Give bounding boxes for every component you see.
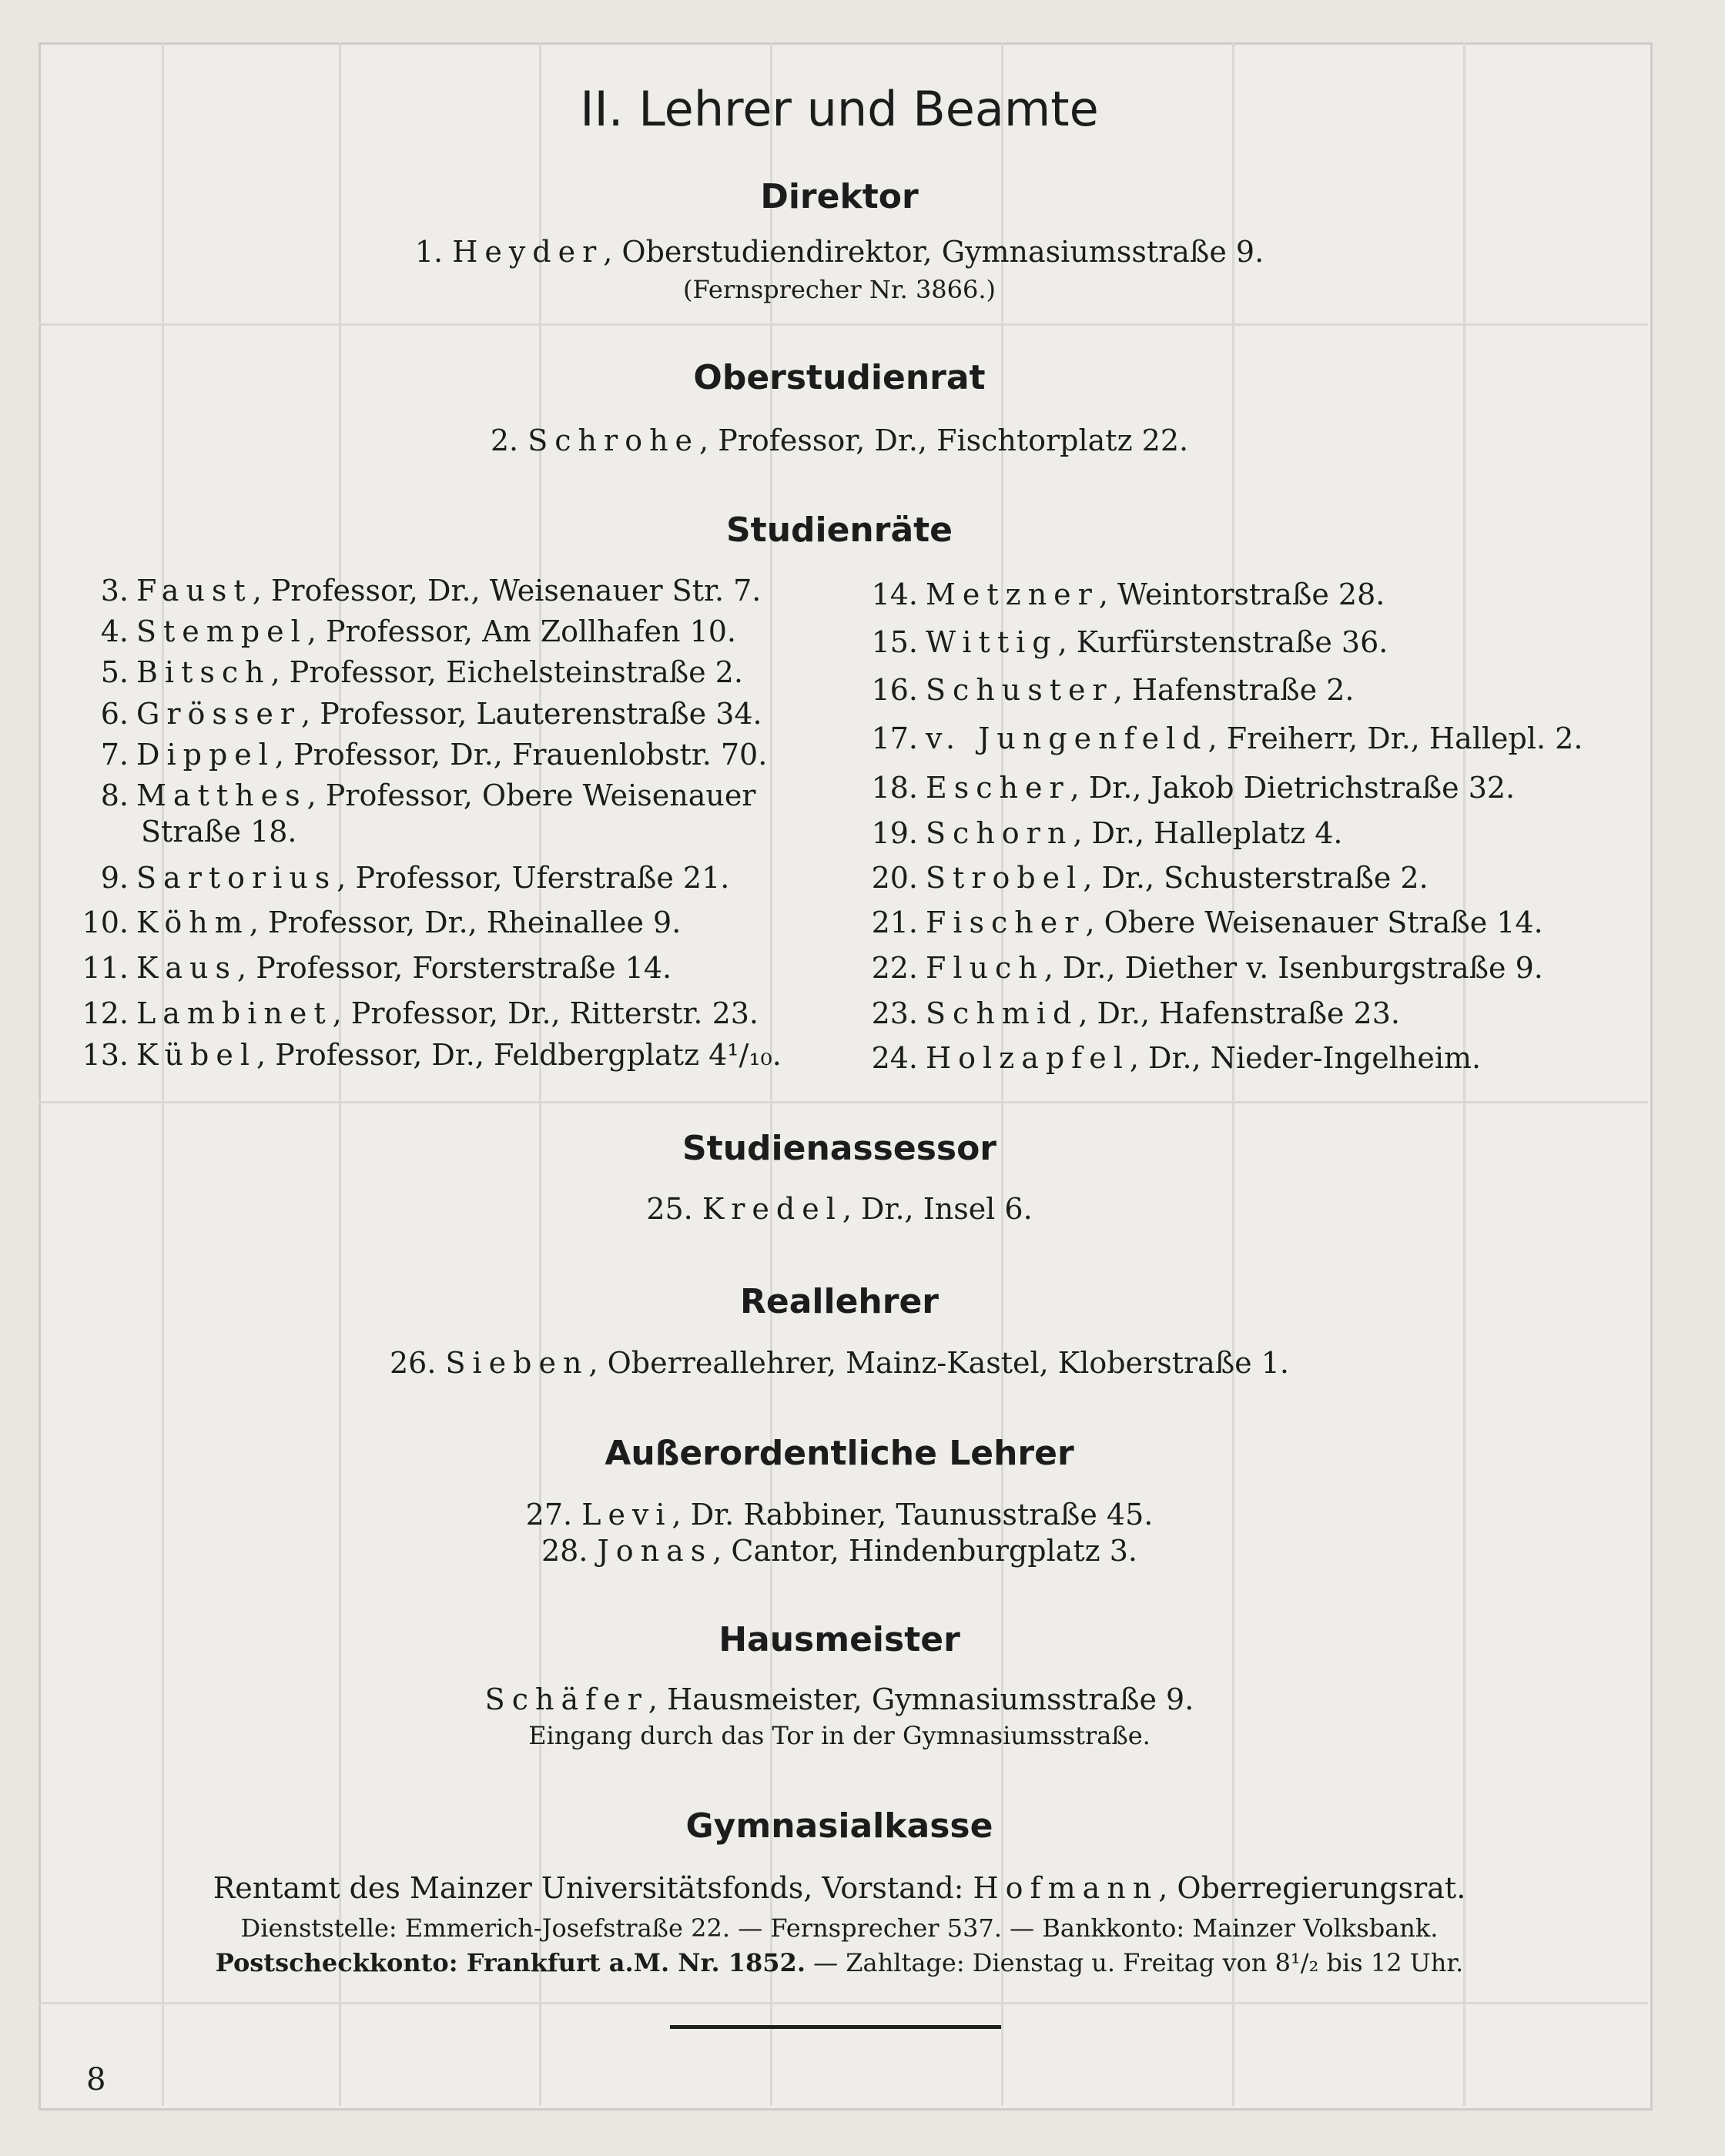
list-item: 6. Grösser, Professor, Lauterenstraße 34. (100, 697, 762, 731)
entry-name: Schäfer (484, 1682, 648, 1716)
list-item: 21. Fischer, Obere Weisenauer Straße 14. (871, 906, 1543, 939)
list-item: 14. Metzner, Weintorstraße 28. (871, 578, 1385, 611)
hausmeister-entry (0, 1682, 1679, 1716)
section-heading-direktor: Direktor (760, 177, 919, 216)
direktor-entry (0, 235, 1679, 269)
gymnasialkasse-line-2: Dienststelle: Emmerich-Josefstraße 22. — Fernsprecher 537. — Bankkonto: Mainzer Volksbank. (240, 1913, 1439, 1943)
list-item: 22. Fluch, Dr., Diether v. Isenburgstraße 9. (871, 951, 1543, 985)
entry-name: Heyder (452, 235, 604, 269)
entry-number: 1. (414, 235, 444, 269)
page-title: II. Lehrer und Beamte (580, 81, 1099, 137)
page-number: 8 (86, 2062, 106, 2097)
section-heading-reallehrer: Reallehrer (740, 1282, 939, 1321)
oberstudienrat-entry (0, 424, 1679, 457)
list-item: 3. Faust, Professor, Dr., Weisenauer Str. 7. (100, 574, 762, 608)
entry-name: Schrohe (528, 424, 700, 457)
gymnasialkasse-line-3: Postscheckkonto: Frankfurt a.M. Nr. 1852. — Zahltage: Dienstag u. Freitag von 8¹/₂ bis 12 Uhr. (215, 1948, 1464, 1977)
list-item: 11. Kaus, Professor, Forsterstraße 14. (82, 951, 672, 985)
list-item: 15. Wittig, Kurfürstenstraße 36. (871, 625, 1388, 659)
entry-number: 25. (646, 1192, 693, 1226)
entry-details: , Hausmeister, Gymnasiumsstraße 9. (648, 1682, 1194, 1716)
entry-details: , Dr., Insel 6. (842, 1192, 1033, 1226)
entry-name: Kredel (702, 1192, 842, 1226)
entry-details: , Oberstudiendirektor, Gymnasiumsstraße 9. (603, 235, 1264, 269)
section-heading-studienassessor: Studienassessor (682, 1129, 996, 1168)
list-item: 28. Jonas, Cantor, Hindenburgplatz 3. (541, 1534, 1138, 1568)
list-item: 5. Bitsch, Professor, Eichelsteinstraße 2. (100, 655, 743, 689)
list-item: 9. Sartorius, Professor, Uferstraße 21. (100, 861, 730, 895)
list-item: 27. Levi, Dr. Rabbiner, Taunusstraße 45. (525, 1498, 1154, 1532)
list-item: 4. Stempel, Professor, Am Zollhafen 10. (100, 614, 736, 648)
section-heading-hausmeister: Hausmeister (718, 1620, 960, 1659)
section-heading-gymnasialkasse: Gymnasialkasse (685, 1806, 993, 1846)
section-heading-studienraete: Studienräte (725, 511, 953, 550)
list-item: 10. Köhm, Professor, Dr., Rheinallee 9. (82, 906, 682, 939)
list-item: 17. v. Jungenfeld, Freiherr, Dr., Hallepl. 2. (871, 721, 1583, 755)
list-item: 12. Lambinet, Professor, Dr., Ritterstr. 23. (82, 996, 759, 1030)
list-item: 18. Escher, Dr., Jakob Dietrichstraße 32. (871, 771, 1516, 805)
list-item: 8. Matthes, Professor, Obere Weisenauer (100, 778, 756, 812)
entry-number: 2. (490, 424, 519, 457)
hausmeister-note: Eingang durch das Tor in der Gymnasiumsstraße. (528, 1721, 1151, 1750)
list-item: 16. Schuster, Hafenstraße 2. (871, 673, 1355, 707)
entry-details: , Professor, Dr., Fischtorplatz 22. (699, 424, 1189, 457)
list-item: 20. Strobel, Dr., Schusterstraße 2. (871, 861, 1429, 895)
list-item: 24. Holzapfel, Dr., Nieder-Ingelheim. (871, 1041, 1482, 1075)
direktor-phone: (Fernsprecher Nr. 3866.) (682, 275, 996, 304)
closing-rule (670, 2025, 1001, 2029)
entry-name: Sieben (445, 1346, 589, 1380)
list-item: 19. Schorn, Dr., Halleplatz 4. (871, 816, 1343, 850)
list-item: 13. Kübel, Professor, Dr., Feldbergplatz 4¹/₁₀. (82, 1038, 782, 1072)
reallehrer-entry (0, 1346, 1679, 1380)
entry-details: , Oberreallehrer, Mainz-Kastel, Kloberstraße 1. (588, 1346, 1290, 1380)
list-item-continuation: Straße 18. (141, 815, 297, 849)
studienassessor-entry (0, 1192, 1679, 1226)
section-heading-ausserordentliche: Außerordentliche Lehrer (605, 1434, 1074, 1473)
section-heading-oberstudienrat: Oberstudienrat (693, 358, 986, 397)
gymnasialkasse-line-1: Rentamt des Mainzer Universitätsfonds, Vorstand: Hofmann, Oberregierungsrat. (213, 1871, 1466, 1905)
list-item: 23. Schmid, Dr., Hafenstraße 23. (871, 996, 1400, 1030)
entry-number: 26. (389, 1346, 437, 1380)
list-item: 7. Dippel, Professor, Dr., Frauenlobstr. 70. (100, 738, 768, 772)
